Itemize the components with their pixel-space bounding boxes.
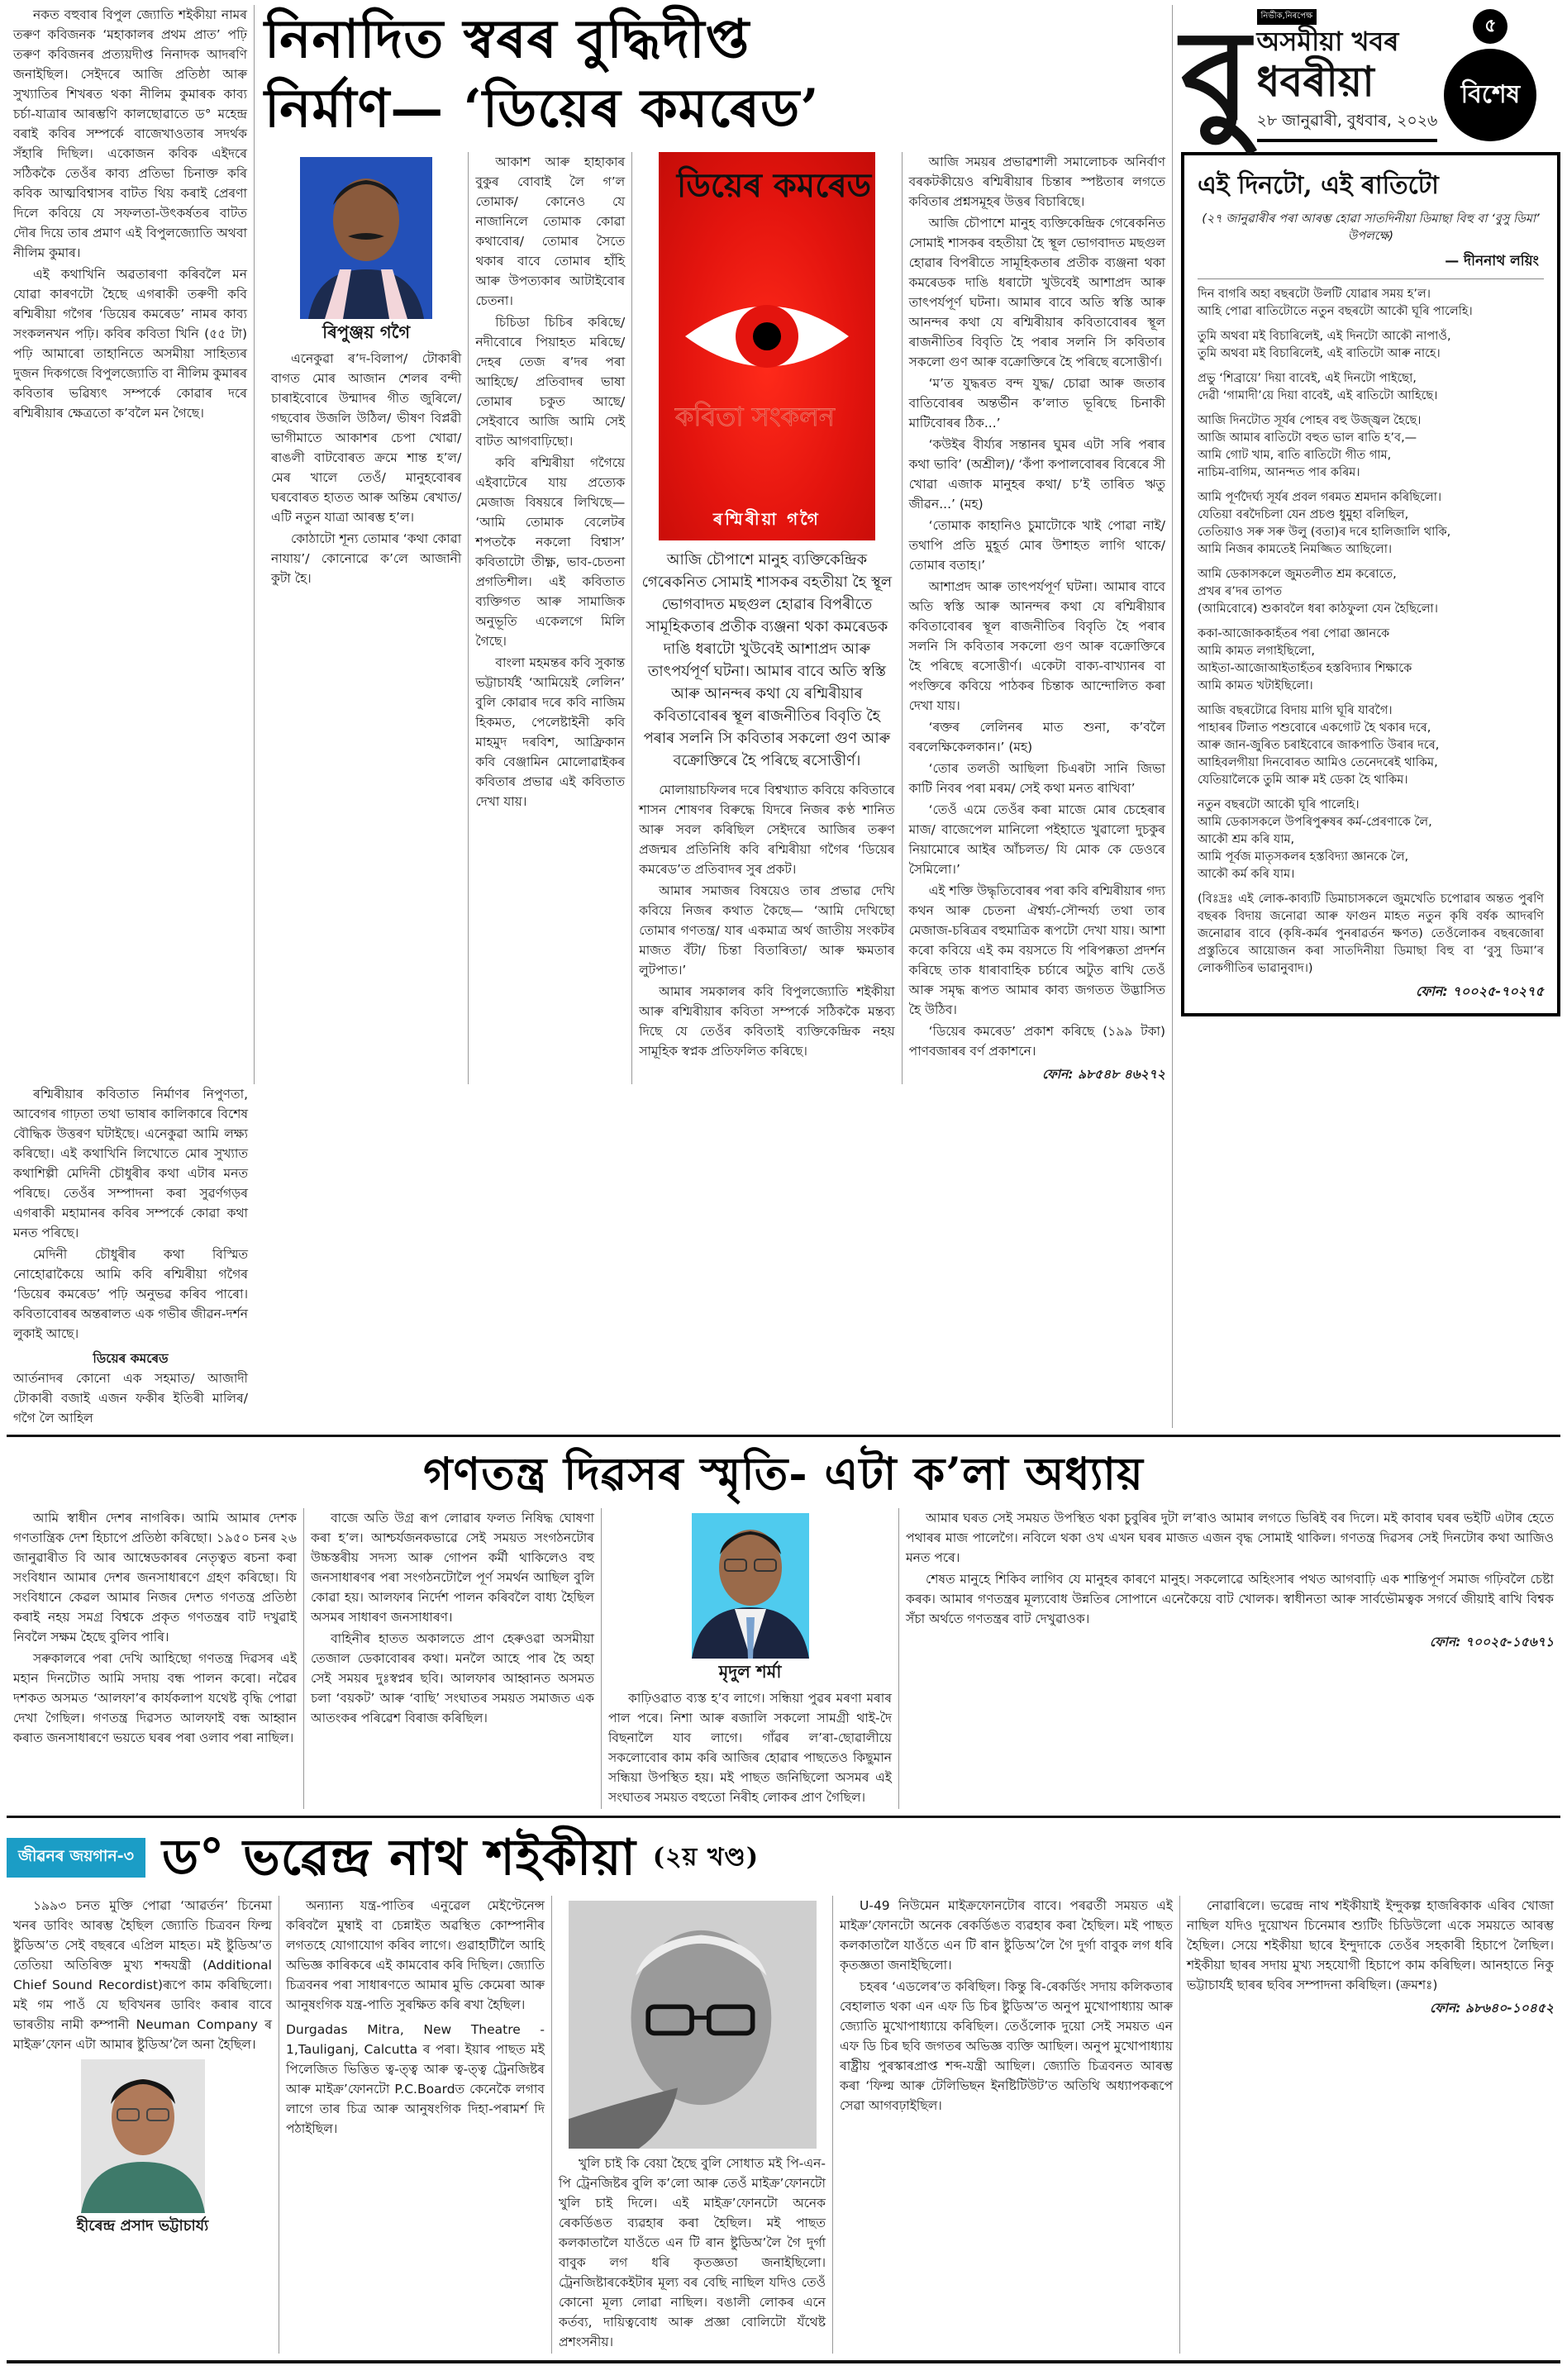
article2-column-2 — [304, 1508, 602, 1809]
poem-line: আমি কামত লগাইছিলো, — [1198, 645, 1316, 658]
poem-stanza — [1198, 286, 1544, 321]
book-cover-author: ৰশ্মিৰীয়া গগৈ — [713, 509, 821, 529]
article3-col2-text — [286, 1896, 545, 2015]
poem-line: আমি পূৰ্বজ মাতৃসকলৰ হস্তবিদ্যা জ্ঞানকে লৈ, — [1198, 850, 1409, 864]
poem-line: আইতা-আজোআইতাহঁতৰ হস্তবিদ্যাৰ শিক্ষাকে — [1198, 662, 1412, 675]
poem-stanza — [1198, 370, 1544, 405]
paragraph: নোৱাৰিলে। ভৱেন্দ্ৰ নাথ শইকীয়াই ইন্দুকল্প হাজৰিকাক এৰিব খোজা নাছিল যদিও দুয়োখন চিনেমাৰ শ্যুটিং চিডিউলো একে সময়তে আৰম্ভ হৈছিল। সেয়ে শইকীয়া ছাৰে ইন্দুদাকে তেওঁৰ সহকাৰী হিচাপে লৈছিল। শইকীয়া ছাৰৰ সদায় মুখ্য সহযোগী হিচাপে কাম কৰিছিল। আনহাতে নিকু ভট্টাচাৰ্যই ছাৰৰ ছবিৰ সম্পাদনা কৰিছিল। (ক্ৰমশঃ) — [1187, 1898, 1554, 1992]
poem-line: তুমি অথবা মই বিচাৰিলেই, এই দিনটো আকৌ নাপাওঁ, — [1198, 330, 1451, 343]
paragraph: শেষত মানুহে শিকিব লাগিব যে মানুহৰ কাৰণে মানুহ। সকলোৱে অহিংসাৰ পথত আগবাঢ়ি এক শান্তিপূৰ্ণ সমাজ গঢ়িবলৈ চেষ্টা কৰক। আমাৰ গণতন্ত্ৰৰ মূল্যবোধ উন্নতিৰ সোপানে এনেকৈয়ে বাট খোলক। স্বাধীনতা আৰু সাৰ্বভৌমত্বক সগৰ্বে জীয়াই ৰাখি বিশ্বক সঁচা অৰ্থতে গণতন্ত্ৰৰ বাট দেখুৱাওক। — [906, 1572, 1554, 1626]
poem-line: নাচিম-বাগিম, আনন্দত পাৰ কৰিম। — [1198, 466, 1360, 479]
article2-phone: ফোন: ৭০০২৫-১৫৬৭১ — [1429, 1635, 1554, 1649]
poem-line: পাহাৰৰ টিলাত পশুবোৰে একগোট হৈ থকাৰ দৰে, — [1198, 721, 1431, 735]
paragraph: আমি স্বাধীন দেশৰ নাগৰিক। আমি আমাৰ দেশক গণতান্ত্ৰিক দেশ হিচাপে প্ৰতিষ্ঠা কৰিছো। ১৯৫০ চনৰ ২৬ জানুৱাৰীত বি আৰ আম্বেডকাৰৰ নেতৃত্বত ৰচনা কৰা সংবিধান আমাৰ দেশৰ জনসাধাৰণে গ্ৰহণ কৰিছো। যি সংবিধানে কেৱল আমাৰ নিজৰ দেশত গণতন্ত্ৰ প্ৰতিষ্ঠা কৰাই নহয় সমগ্ৰ বিশ্বকে প্ৰকৃত গণতন্ত্ৰৰ বাট দখুৱাই নিবলৈ সক্ষম হৈছে বুলিব পাৰি। — [13, 1511, 297, 1645]
top-band — [7, 2, 1560, 1428]
section-divider — [7, 1435, 1560, 1437]
author-caption-mridul: মৃদুল শৰ্মা — [718, 1661, 782, 1682]
masthead — [1181, 2, 1560, 148]
masthead-big-letter: বু — [1181, 2, 1250, 148]
article3-body — [7, 1896, 1560, 2354]
article3-part-label: (২য় খণ্ড) — [652, 1843, 760, 1872]
article3-column-4 — [833, 1896, 1180, 2354]
paragraph: মোলায়াচফিলৰ দৰে বিশ্বখ্যাত কবিয়ে কবিতাৰে শাসন শোষণৰ বিৰুদ্ধে যিদৰে নিজৰ কণ্ঠ শানিত আৰু সবল কৰিছিল সেইদৰে আজিৰ তৰুণ প্ৰজন্মৰ প্ৰতিনিধি কবি ৰশ্মিৰীয়া গগৈৰ ‘ডিয়েৰ কমৰেড’ত প্ৰতিবাদৰ সুৰ প্ৰকট। — [639, 783, 895, 877]
poem-line: তুমি অথবা মই বিচাৰিলেই, এই ৰাতিটো আৰু নাহে। — [1198, 347, 1441, 360]
article3-column-5 — [1180, 1896, 1560, 2354]
poem-author: — দীননাথ লয়িং — [1445, 253, 1539, 269]
paragraph: ‘কউইৰ বীৰ্য্যৰ সন্তানৰ ঘুমৰ এটা সৰি পৰাৰ কথা ভাবি’ (অশ্ৰীল)/ ‘কঁপা কপালবোৰৰ বিৰেৰে সী খোৱা এজাক মানুহৰ কথা/ চ’ই তাৰিত ঋতু জীৱন...’ (মহ) — [908, 437, 1165, 512]
article2-column-4 — [899, 1508, 1560, 1809]
masthead-tagline: নিৰ্ভীক,নিৰপেক্ষ — [1257, 9, 1317, 25]
paragraph: এই কথাখিনি অৱতাৰণা কৰিবলৈ মন যোৱা কাৰণটো হৈছে এগৰাকী তৰুণী কবি ৰশ্মিৰীয়া গগৈৰ ‘ডিয়েৰ কমৰেড’ নামৰ কাব্য সংকলনখন পঢ়ি। কবিৰ কবিতা খিনি (৫৫ টা) পঢ়ি আমাৰো তাহানিতে অসমীয়া সাহিত্যৰ দুজন দিকগজে বিপুলজ্যোতি বা নীলিম কুমাৰৰ কবিতাৰ ভৱিষ্যৎ সম্পৰ্কে কোৱাৰ দৰে ৰশ্মিৰীয়াৰ ক্ষেত্ৰতো ক’বলৈ মন গৈছে। — [13, 267, 247, 421]
paragraph: চহৰৰ ‘এডলেৰ’ত কৰিছিল। কিন্তু ৰি-ৰেকৰ্ডিং সদায় কলিকতাৰ বেহালাত থকা এন এফ ডি চিৰ ষ্টুডিঅ’ত অনুপ মুখোপাধ্যায় আৰু জ্যোতি মুখোপাধ্যায়ে কৰিছিল। তেওঁলোক দুয়ো সেই সময়ত এন এফ ডি চিৰ ছবি জগতৰ অভিজ্ঞ ব্যক্তি আছিল। অনুপ মুখোপাধ্যায় ৰাষ্ট্ৰীয় পুৰস্কাৰপ্ৰাপ্ত শব্দ-যন্ত্ৰী আছিল। জ্যোতি চিত্ৰবনত আৰম্ভ কৰা ‘ফিল্ম আৰু টেলিভিছন ইনষ্টিটিউট’ত অতিথি অধ্যাপকৰূপে সেৱা আগবঢ়াইছিল। — [840, 1979, 1173, 2113]
subject-photo-bhabendra-saikia — [569, 1901, 817, 2149]
article3-column-3 — [552, 1896, 833, 2354]
poem-line: আৰু জান-জুৰিত চৰাইবোৰে জাকপাতি উৰাৰ দৰে, — [1198, 739, 1440, 752]
article3-col5-text — [1187, 1896, 1554, 1995]
poem-line: যেতিয়া বৰদৈচিলা যেন প্ৰচণ্ড ধুমুহা বলিছিল, — [1198, 508, 1409, 521]
article2-col1-text — [13, 1508, 297, 1748]
paragraph: বাংলা মহমন্তৰ কবি সুকান্ত ভট্টাচাৰ্যই ‘আমিয়েই লেলিন’ বুলি কোৱাৰ দৰে কবি নাজিম হিকমত, পেলেষ্টাইনী কবি মাহমুদ দৰবিশ, আফ্ৰিকান কবি বেঞ্জামিন মোলোৱাইকৰ কবিতাৰ প্ৰভাৱ এই কবিতাত দেখা যায়। — [475, 655, 626, 809]
book-cover-title: ডিয়েৰ কমৰেড — [676, 166, 872, 205]
article1-col1-footer-text: আৰ্তনাদৰ কোনো এক সহমাত/ আজাদী টোকাৰী বজাই এজন ফকীৰ ইতিৰী মালিৰ/ গগৈ লৈ আহিল — [13, 1371, 248, 1426]
article1-col2b-text — [475, 152, 625, 812]
poem-line: আমি পূৰ্ণদৈৰ্ঘ্য সূৰ্যৰ প্ৰবল গৰমত শ্ৰমদান কৰিছিলো। — [1198, 491, 1442, 504]
article3-column-1 — [7, 1896, 279, 2354]
paragraph: U-49 নিউমেন মাইক্ৰফোনটোৰ বাবে। পৰৱৰ্তী সময়ত এই মাইক্ৰ’ফোনটো অনেক ৰেকৰ্ডিঙত ব্যৱহাৰ কৰা হৈছিল। মই পাছত কলকাতালৈ যাওঁতে এন টি ৰান ষ্টুডিঅ’লৈ গৈ দুৰ্গা বাবুক লগ ধৰি কৃতজ্ঞতা জনাইছিলো। — [840, 1898, 1173, 1973]
article2-column-1 — [7, 1508, 304, 1809]
paragraph: অন্যান্য যন্ত্ৰ-পাতিৰ এনুৱেল মেইণ্টেনেন্স কৰিবলৈ মুম্বাই বা চেন্নাইত অৱস্থিত কোম্পানীৰ লগতহে যোগাযোগ কৰিব লাগে। গুৱাহাটীলৈ আহি অভিজ্ঞ কাৰিকৰে এই কামবোৰ কৰি দিছিল। জ্যোতি চিত্ৰবনৰ পৰা সাধাৰণতে আমাৰ মুভি কেমেৰা আৰু আনুষংগিক যন্ত্ৰ-পাতি সুৰক্ষিত কৰি ৰখা হৈছিল। — [286, 1898, 545, 2012]
paragraph: খুলি চাই কি বেয়া হৈছে বুলি সোধাত মই পি-এন-পি ট্ৰেনজিষ্টৰ বুলি ক’লো আৰু তেওঁ মাইক্ৰ’ফোনটো খুলি চাই দিলে। এই মাইক্ৰ’ফোনটো অনেক ৰেকৰ্ডিঙত ব্যৱহাৰ কৰা হৈছিল। মই পাছত কলকাতালৈ যাওঁতে এন টি ৰান ষ্টুডিঅ’লৈ গৈ দুৰ্গা বাবুক লগ ধৰি কৃতজ্ঞতা জনাইছিলো। ট্ৰেনজিষ্টাৰকেইটাৰ মূল্য বৰ বেছি নাছিল যদিও তেওঁ কোনো মূল্য লোৱা নাছিল। বঙালী লোকৰ এনে কৰ্তব্য, দায়িত্ববোধ আৰু প্ৰজ্ঞা বোলিটো যঁথেষ্ট প্ৰশংসনীয়। — [559, 2156, 826, 2349]
page-bottom-rule — [7, 2360, 1560, 2363]
author-photo-hirendra — [81, 2059, 205, 2213]
poem-line: আহিবলগীয়া দিনবোৰত আমিও তেনেদৰেই থাকিম, — [1198, 756, 1438, 769]
poem-line: আকৌ কৰ্ম কৰি যাম। — [1198, 868, 1295, 881]
paragraph: ‘ডিয়েৰ কমৰেড’ প্ৰকাশ কৰিছে (১৯৯ টকা) পাণবজাৰৰ বৰ্ণ প্ৰকাশনে। — [908, 1024, 1165, 1059]
article3-headline: ড° ভৱেন্দ্ৰ নাথ শইকীয়া — [161, 1829, 636, 1887]
paragraph: আজি চৌপাশে মানুহ ব্যক্তিকেন্দ্ৰিক গেৰেকনিত সোমাই শাসকৰ বহতীয়া হৈ স্থূল ভোগবাদত মছগুল হোৱাৰ বিপৰীতে সামূহিকতাৰ প্ৰতীক ব্যঞ্জনা থকা কমৰেডক দাঙি ধৰাটো খুউবেই আশাপ্ৰদ আৰু তাৎপৰ্যপূৰ্ণ ঘটনা। আমাৰ বাবে অতি স্বস্তি আৰু আনন্দৰ কথা যে ৰশ্মিৰীয়াৰ কবিতাবোৰৰ স্থূল ৰাজনীতিৰ বিবৃতি হৈ পৰাৰ সলনি সি কবিতাৰ সকলো গুণ আৰু বক্ৰোক্তিৰে হৈ পৰিছে ৰসোত্তীৰ্ণ। — [908, 216, 1165, 369]
paragraph: ‘তোমাক কাহানিও চুমাটোকে খাই পোৱা নাই/ তথাপি প্ৰতি মুহূৰ্ত মোৰ উশাহত লাগি থাকে/ তোমাৰ বতাহ।’ — [908, 518, 1165, 573]
poem-phone: ফোন: ৭০০২৫-৭০২৭৫ — [1416, 983, 1544, 999]
article1-col1-rest-text — [13, 1084, 248, 1344]
paragraph: চিচিডা চিচিৰ কৰিছে/ নদীবোৰে পিয়াহত মৰিছে/ দেহৰ তেজ ৰ’দৰ পৰা আহিছে/ প্ৰতিবাদৰ ভাষা তোমাৰ চকুত আছে/ সেইবাবে আজি আমি সেই বাটত আগবাঢ়িছো। — [475, 315, 626, 449]
paragraph: এনেকুৱা ৰ’দ-বিলাপ/ টোকাৰী বাগত মোৰ আজান শেলৰ বন্দী চাৰাইবোৰে উন্মাদৰ গীত জুৰিলে/ গছবোৰ উজলি উঠিল/ ভীষণ বিপ্লৱী ভাগীমাতে আকাশৰ চেপা খোৱা/ ৰাঙলী বাটবোৰত ক্ৰমে শান্ত হ’ল/ মেৰ খালে তেওঁ/ মানুহবোৰৰ ঘৰবোৰত হাতত আৰু অন্তিম ৰেখাত/ এটি নতুন যাত্ৰা আৰম্ভ হ’ল। — [271, 351, 462, 525]
paragraph: ১৯৯৩ চনত মুক্তি পোৱা ‘আৱৰ্তন’ চিনেমা খনৰ ডাবিং আৰম্ভ হৈছিল জ্যোতি চিত্ৰবন ফিল্ম ষ্টুডিঅ’ত সেই বছৰৰে এপ্ৰিল মাহত। মই ষ্টুডিঅ’ত তেতিয়া অতিৰিক্ত মুখ্য শব্দযন্ত্ৰী (Additional Chief Sound Recordist)ৰূপে কাম কৰিছিলো। মই গম পাওঁ যে ছবিখনৰ ডাবিং কৰাৰ বাবে ভাৰতীয় নামী কম্পানী Neuman Company ৰ মাইক্ৰ’ফোন এটা আমাৰ ষ্টুডিঅ’লৈ অনা হৈছিল। — [13, 1898, 272, 2052]
poem-line: আমি গোট খাম, ৰাতি ৰাতিটো গীত গাম, — [1198, 449, 1392, 462]
poem-subtitle: (২৭ জানুৱাৰীৰ পৰা আৰম্ভ হোৱা সাতদিনীয়া ডিমাছা বিহু বা ‘বুসু ডিমা’ উপলক্ষে) — [1202, 212, 1540, 243]
paragraph: ‘তোৰ তলতী আছিলা চিএৰটা সানি জিভা কাটি নিবৰ পৰা মৰম/ সেই কথা মনত ৰাখিবা’ — [908, 761, 1165, 796]
article2-col4-text — [906, 1508, 1554, 1629]
poem-line: আহি পোৱা ৰাতিটোতে নতুন বছৰটো আকৌ ঘূৰি পালেহি। — [1198, 305, 1473, 318]
author-photo-ripunjoy — [300, 157, 432, 319]
poem-note: (বিঃদ্ৰঃ এই লোক-কাব্যটি ডিমাচাসকলে জুমখেতি চপোৱাৰ অন্তত পুৰণি বছৰক বিদায় জনোৱা আৰু ফাগুন মাহত নতুন কৃষি বৰ্ষক আদৰণি জনোৱাৰ বাবে (কৃষি-কৰ্মৰ পুনৰাৱৰ্তন ক্ষণত) তেওঁলোকৰ বছৰজোৰা প্ৰস্তুতিৰে আয়োজন কৰা সাতদিনীয়া ডিমাছা বিহু বা ‘বুসু ডিমা’ৰ লোকগীতিৰ ভাৱানুবাদ।) — [1198, 892, 1544, 975]
article1-col5-text — [909, 577, 1165, 1061]
article1-col4-text — [909, 152, 1165, 575]
author-caption-hirendra: হীৰেন্দ্ৰ প্ৰসাদ ভট্টাচাৰ্য্য — [76, 2217, 209, 2235]
poem-stanza — [1198, 489, 1544, 559]
paragraph: এই শক্তি উদ্ধৃতিবোৰৰ পৰা কবি ৰশ্মিৰীয়াৰ গদ্য কথন আৰু চেতনা ঐশ্বৰ্য্য-সৌন্দৰ্য্য তথা তাৰ মেজাজ-চৰিত্ৰৰ বহুমাত্ৰিক ৰূপটো দেখা যায়। আশা কৰো কবিয়ে এই কম বয়সতে যি পৰিপক্কতা প্ৰদৰ্শন কৰিছে তাক ধাৰাবাহিক চৰ্চাৰে অটুত ৰাখি তেওঁ আৰু সমৃদ্ধ ৰূপত আমাৰ কাব্য জগতত উদ্ভাসিত হৈ উঠিব। — [908, 883, 1165, 1017]
poem-line: আজি দিনটোত সূৰ্যৰ পোহৰ বহু উজ্জ্বল হৈছে। — [1198, 414, 1422, 427]
masthead-date: ২৮ জানুৱাৰী, বুধবাৰ, ২০২৬ — [1257, 109, 1438, 142]
article2-col3-text — [608, 1688, 892, 1807]
article3-head — [7, 1825, 1560, 1891]
eye-icon — [683, 293, 850, 380]
poem-line: আকৌ শ্ৰম কৰি যাম, — [1198, 833, 1295, 846]
series-tag: জীৱনৰ জয়গান-৩ — [7, 1838, 145, 1878]
book-cover-image — [659, 152, 875, 540]
article1-column-3 — [632, 152, 902, 1084]
article1-col3-text — [639, 780, 894, 1061]
article2-body — [7, 1508, 1560, 1809]
poem-line: আমি ডেকাসকলে জুমতলীত শ্ৰম কৰোতে, — [1198, 568, 1397, 581]
poem-line: নতুন বছৰটো আকৌ ঘূৰি পালেহি। — [1198, 798, 1360, 812]
poem-stanza — [1198, 566, 1544, 618]
article1-column-1 — [7, 5, 255, 1084]
paragraph: বাহিনীৰ হাতত অকালতে প্ৰাণ হেৰুওৱা অসমীয়া তেজাল ডেকাবোৰৰ কথা। মনলৈ আহে পাৰ হৈ অহা সেই সময়ৰ দুঃস্বপ্নৰ ছবি। আলফাৰ আহ্বানত অসমত চলা ‘বয়কট’ আৰু ‘বাছি’ সংঘাতৰ সময়ত সমাজত এক আতংকৰ পৰিৱেশ বিৰাজ কৰিছিল। — [311, 1631, 594, 1726]
article3-credit-text: Durgadas Mitra, New Theatre - 1,Tauliganj, Calcutta ৰ পৰা। ইয়াৰ পাছত মই পিলেজিত ভিত্তিত ত্ব-ত্ত্ব আৰু ত্ব-ত্ত্ব ট্ৰেনজিষ্টৰ আৰু মাইক্ৰ’ফোনটো P.C.Boardত কেনেকৈ লগাব লাগে তাৰ চিত্ৰ আৰু আনুষংগিক দিহা-পৰামৰ্শ দি পঠাইছিল। — [286, 2022, 545, 2136]
paragraph: আমাৰ সমকালৰ কবি বিপুলজ্যোতি শইকীয়া আৰু ৰশ্মিৰীয়াৰ কবিতা সম্পৰ্কে সঠিককৈ মন্তব্য দিছে যে তেওঁৰ কবিতাই ব্যক্তিকেন্দ্ৰিক নহয় সামূহিক স্বপ্নক প্ৰতিফলিত কৰিছে। — [639, 984, 895, 1059]
poem-line: দিন বাগৰি অহা বছৰটো উলটি যোৱাৰ সময় হ’ল। — [1198, 288, 1431, 301]
author-caption-ripunjoy: ৰিপুঞ্জয় গগৈ — [322, 321, 411, 342]
poem-box — [1181, 152, 1560, 1016]
pull-quote: আজি চৌপাশে মানুহ ব্যক্তিকেন্দ্ৰিক গেৰেকনিত সোমাই শাসকৰ বহতীয়া হৈ স্থূল ভোগবাদত মছগুল হোৱাৰ বিপৰীতে সামূহিকতাৰ প্ৰতীক ব্যঞ্জনা থকা কমৰেডক দাঙি ধৰাটো খুউবেই আশাপ্ৰদ আৰু তাৎপৰ্যপূৰ্ণ ঘটনা। আমাৰ বাবে অতি স্বস্তি আৰু আনন্দৰ কথা যে ৰশ্মিৰীয়াৰ কবিতাবোৰৰ স্থূল ৰাজনীতিৰ বিবৃতি হৈ পৰাৰ সলনি সি কবিতাৰ সকলো গুণ আৰু বক্ৰোক্তিৰে হৈ পৰিছে ৰসোত্তীৰ্ণ। — [641, 551, 893, 769]
poem-stanza — [1198, 412, 1544, 482]
paragraph: আমাৰ ঘৰত সেই সময়ত উপস্থিত থকা চুবুৰিৰ দুটা ল’ৰাও আমাৰ লগতে ভিৰিই বৰ দিলে। মই কাবাৰ ঘৰৰ ভইটি এটাৰ হেতে পথাৰৰ মাজ পালেগৈ। নবিলে থকা ওখ এখন ঘৰৰ মাজত এজন বৃদ্ধ সোমাই থাকিল। গণতন্ত্ৰ দিৱসৰ সেই দিনটোৰ কথা আজিও মনত পৰে। — [906, 1511, 1554, 1565]
paragraph: সৰুকালৰে পৰা দেখি আহিছো গণতন্ত্ৰ দিৱসৰ এই মহান দিনটোত আমি সদায় বন্ধ পালন কৰো। নৱৈৰ দশকত অসমত ‘আলফা’ৰ কাৰ্যকলাপ যথেষ্ট বৃদ্ধি পোৱা দেখা গৈছিল। গণতন্ত্ৰ দিৱসত আলফাই বন্ধ আহ্বান কৰাত জনসাধাৰণে ভয়তে ঘৰৰ পৰা ওলাব পৰা নাছিল। — [13, 1651, 297, 1745]
masthead-publication: অসমীয়া খবৰ — [1256, 25, 1399, 57]
article3-col3-text — [559, 2154, 826, 2352]
poem-line: আমি নিজৰ কামতেই নিমজ্জিত আছিলো। — [1198, 543, 1393, 556]
poem-stanza — [1198, 797, 1544, 883]
paragraph: মেদিনী চৌধুৰীৰ কথা বিস্মিত নোহোৱাকৈয়ে আমি কবি ৰশ্মিৰীয়া গগৈৰ ‘ডিয়েৰ কমৰেড’ পঢ়ি অনুভৱ কৰিব পাৰো। কবিতাবোৰৰ অন্তৰালত এক গভীৰ জীৱন-দৰ্শন লুকাই আছে। — [13, 1247, 248, 1341]
poem-line: প্ৰভু ‘শিব্ৰায়ে’ দিয়া বাবেই, এই দিনটো পাইছো, — [1198, 372, 1417, 385]
article3-column-2 — [279, 1896, 552, 2354]
paragraph: ‘ৰক্তৰ লেলিনৰ মাত শুনা, ক’বলৈ বৰলেক্ষিকেলকান।’ (মহ) — [908, 720, 1165, 754]
poem-line: যেতিয়ালৈকে তুমি আৰু মই ডেকা হৈ থাকিম। — [1198, 774, 1408, 787]
article1 — [7, 5, 1172, 1428]
poem-line: আমি কামত খটাইছিলো। — [1198, 679, 1313, 693]
poem-line: আজি আমাৰ ৰাতিটো বহুত ভাল ৰাতি হ’ব,— — [1198, 431, 1417, 445]
article1-column-4 — [903, 152, 1172, 1084]
poem-divider — [1198, 278, 1544, 279]
article1-phone: ফোন: ৯৮৫৪৮ ৪৬২৭২ — [1041, 1067, 1165, 1082]
article2-col2-text — [311, 1508, 594, 1728]
poem-line: আজি বছৰটোৱে বিদায় মাগি ঘূৰি যাবগৈ। — [1198, 704, 1393, 717]
article2-headline: গণতন্ত্ৰ দিৱসৰ স্মৃতি- এটা ক’লা অধ্যায় — [423, 1447, 1144, 1500]
poem-line: ককা-আজোককাহঁতৰ পৰা পোৱা জ্ঞানকে — [1198, 627, 1390, 640]
author-photo-mridul — [692, 1513, 809, 1659]
article1-column-photo — [264, 152, 469, 1084]
paragraph: ৰশ্মিৰীয়াৰ কবিতাত নিৰ্মাণৰ নিপুণতা, আবেগৰ গাঢ়তা তথা ভাষাৰ কালিকাৰে বিশেষ বৌদ্ধিক উত্তৰণ ঘটাইছে। এনেকুৱা আমি লক্ষ্য কৰিছো। এই কথাখিনি লিখোতে মোৰ সুখ্যাত কথাশিল্পী মেদিনী চৌধুৰীৰ কথা এটাৰ মনত পৰিছে। তেওঁৰ সম্পাদনা কৰা সুৱৰ্ণগড়ৰ এগৰাকী মহামানৰ কবিৰ সম্পৰ্কে কোৱা কথা মনত পৰিছে। — [13, 1087, 248, 1240]
paragraph: কাঢ়িওৱাত ব্যস্ত হ’ব লাগে। সন্ধিয়া পুৱৰ মৰণা মৰাৰ পাল পৰে। নিশা আৰু ৰজালি সকলো সামগ্ৰী থাই-দৈ বিছনালৈ যাব লাগে। গাঁৱৰ ল’ৰা-ছোৱালীয়ে সকলোবোৰ কাম কৰি আজিৰ হোৱাৰ পাছতেও কিছুমান সন্ধিয়া উপস্থিত হয়। মই পাছত জনিছিলো অসমৰ এই সংঘাতৰ সময়ত বহুতো নিৰীহ লোকৰ প্ৰাণ গৈছিল। — [608, 1691, 892, 1805]
paragraph: আজি সময়ৰ প্ৰভাৱশালী সমালোচক অনিৰ্বাণ বৰকটকীয়েও ৰশ্মিৰীয়াৰ চিন্তাৰ স্পষ্টতাৰ লগতে কবিতাৰ প্ৰশ্নসমূহৰ উত্তৰ বিচাৰিছে। — [908, 155, 1165, 209]
article3-col1-text — [13, 1896, 272, 2054]
poem-title: এই দিনটো, এই ৰাতিটো — [1198, 171, 1439, 200]
article1-body-row — [264, 152, 1172, 1084]
poem-line: আমি ডেকাসকলে উপৰিপুৰুষৰ কৰ্ম-প্ৰেৰণাকে লৈ, — [1198, 816, 1432, 829]
masthead-section-name: ধবৰীয়া — [1256, 56, 1374, 106]
section-divider — [7, 1816, 1560, 1818]
masthead-badges — [1444, 9, 1536, 141]
poem-stanza — [1198, 328, 1544, 363]
article1-headline-block — [255, 5, 1172, 1084]
special-badge: বিশেষ — [1444, 49, 1536, 141]
paragraph: ‘তেওঁ এমে তেওঁৰ কৰা মাজে মোৰ চেহেৰাৰ মাজ/ বাজেপেল মানিলো পইহাতে খুৱালো দুচকুৰ নিয়ামোৰে আইৰ আঁচলত/ যি মোক কে ডেওৰে সৈমিলো।’ — [908, 802, 1165, 877]
article2-column-3 — [602, 1508, 899, 1809]
article3-phone: ফোন: ৯৮৬৪০-১০৪৫২ — [1429, 2001, 1554, 2016]
article1-headline-line2: নিৰ্মাণ— ‘ডিয়েৰ কমৰেড’ — [264, 78, 820, 140]
paragraph: কোঠাটো শূন্য তোমাৰ ‘কথা কোৱা নাযায়’/ কোনোৱে ক’লে আজানী কুটা হৈ। — [271, 531, 462, 586]
article3-col4-text — [840, 1896, 1173, 2116]
paragraph: নকত বহুবাৰ বিপুল জ্যোতি শইকীয়া নামৰ তৰুণ কবিজনক ‘মহাকালৰ প্ৰথম প্ৰাত’ পঢ়ি তৰুণ কবিজনৰ প্ৰত্যয়দীপ্ত নিনাদক আদৰণি জনাইছিল। সেইদৰে আজি প্ৰতিষ্ঠা আৰু সুখ্যাতিৰ শিখৰত থকা নীলিম কুমাৰক কাব্য চৰ্চা-যাত্ৰাৰ আৰম্ভণি কালছোৱাতে ড° মহেন্দ্ৰ বৰাই কবিৰ সম্পৰ্কে বাজেখাওতাৰ সদৰ্থক সঁহাৰি দিছিল। একোজন কবিক এইদৰে সঠিককৈ তেওঁৰ কাব্য প্ৰতিভা চিনাক্ত কৰি কবিক আত্মবিশ্বাসৰ বাটত থিয় কৰাই প্ৰেৰণা দিলে কবিয়ে যে সফলতা-উৎকৰ্ষতৰ বাটত দৌৰ দিয়ে তাৰ প্ৰমাণ এই বিপুলজ্যোতি অথবা নীলিম কুমাৰ। — [13, 7, 247, 260]
paragraph: আমাৰ সমাজৰ বিষয়েও তাৰ প্ৰভাৱ দেখি কবিয়ে নিজৰ কথাত কৈছে— ‘আমি দেখিছো তোমাৰ গণতন্ত্ৰ/ যাৰ একমাত্ৰ অৰ্থ জাতীয় সংকটৰ মাজত বঁটা/ চিন্তা বিতাৰিতা/ আৰু ক্ষমতাৰ লুটপাত।’ — [639, 883, 895, 978]
article1-column-1-rest — [7, 1084, 255, 1428]
paragraph: বাজে অতি উগ্ৰ ৰূপ লোৱাৰ ফলত নিষিদ্ধ ঘোষণা কৰা হ’ল। আশ্চৰ্যজনকভাৱে সেই সময়ত সংগঠনটোৰ উচ্চস্তৰীয় সদস্য আৰু গোপন কৰ্মী থাকিলেও বহু জনসাধাৰণৰ পৰা সংগঠনটোলৈ পূৰ্ণ সমৰ্থন আছিল বুলি কোৱা হয়। আলফাৰ নিৰ্দেশ পালন কৰিবলৈ বাধ্য হৈছিল অসমৰ সাধাৰণ জনসাধাৰণ। — [311, 1511, 594, 1625]
article1-column-2 — [469, 152, 632, 1084]
article1-col1-footer-label: ডিয়েৰ কমৰেড — [93, 1351, 169, 1366]
poem-stanzas — [1198, 286, 1544, 883]
poem-line: (আমিবোৰে) শুকাবলৈ ধৰা কাঠফুলা যেন হৈছিলো। — [1198, 602, 1438, 616]
poem-line: তেতিয়াও সৰু সৰু উলু (বতা)ৰ দৰে হালিজালি থাকি, — [1198, 526, 1451, 539]
article1-headline-line1: নিনাদিত স্বৰৰ বুদ্ধিদীপ্ত — [264, 8, 750, 70]
right-rail — [1172, 2, 1560, 1428]
poem-line: দেৱী ‘গামাদী’য়ে দিয়া বাবেই, এই ৰাতিটো আহিছে। — [1198, 389, 1438, 402]
article1-col2a-text — [271, 349, 461, 588]
paragraph: আশাপ্ৰদ আৰু তাৎপৰ্যপূৰ্ণ ঘটনা। আমাৰ বাবে অতি স্বস্তি আৰু আনন্দৰ কথা যে ৰশ্মিৰীয়াৰ কবিতাবোৰৰ স্থূল ৰাজনীতিৰ বিবৃতি হৈ পৰাৰ সলনি সি কবিতাৰ সকলো গুণ আৰু বক্ৰোক্তিৰে হৈ পৰিছে ৰসোত্তীৰ্ণ। একেটা বাক্য-বাখ্যানৰ বা পংক্তিৰে কবিয়ে পাঠকৰ চিন্তাক আন্দোলিত কৰা দেখা যায়। — [908, 579, 1165, 713]
paragraph: আকাশ আৰু হাহাকাৰ বুকুৰ বোবাই লৈ গ’ল তোমাক/ কোনেও যে নাজানিলে তোমাক কোৱা কথাবোৰ/ তোমাৰ সৈতে থকাৰ বাবে তোমাৰ হাঁহি আৰু উপত্যকাৰ আটাইবোৰ চেতনা। — [475, 155, 626, 308]
paragraph: ‘ম’ত যুদ্ধৰত বন্দ যুদ্ধ/ চোৱা আৰু জতাৰ বাতিবোৰৰ অন্তৰ্ভীন ক’লাত ভূৰিছে চিনাকী মাটিবোৰৰ ঠিক...’ — [908, 376, 1165, 431]
masthead-text — [1257, 9, 1438, 142]
poem-line: প্ৰখৰ ৰ’দৰ তাপত — [1198, 585, 1283, 598]
poem-stanza — [1198, 702, 1544, 789]
article1-head-row — [7, 5, 1172, 1084]
paragraph: কবি ৰশ্মিৰীয়া গগৈয়ে এইবাটেৰে যায় প্ৰত্যেক মেজাজ বিষয়ৰে লিখিছে— ‘আমি তোমাক বেলেটৰ শপতকৈ নকলো বিশ্বাস’ কবিতাটো তীক্ষ্ণ, ভাব-চেতনা প্ৰগতিশীল। এই কবিতাত ব্যক্তিগত আৰু সামাজিক অনুভূতি একেলগে মিলি গৈছে। — [475, 455, 626, 649]
page-number-badge: ৫ — [1473, 9, 1507, 44]
book-cover-embossed-text: কবিতা সংকলন — [674, 401, 835, 432]
article1-col1-text — [13, 5, 247, 423]
poem-stanza — [1198, 626, 1544, 695]
